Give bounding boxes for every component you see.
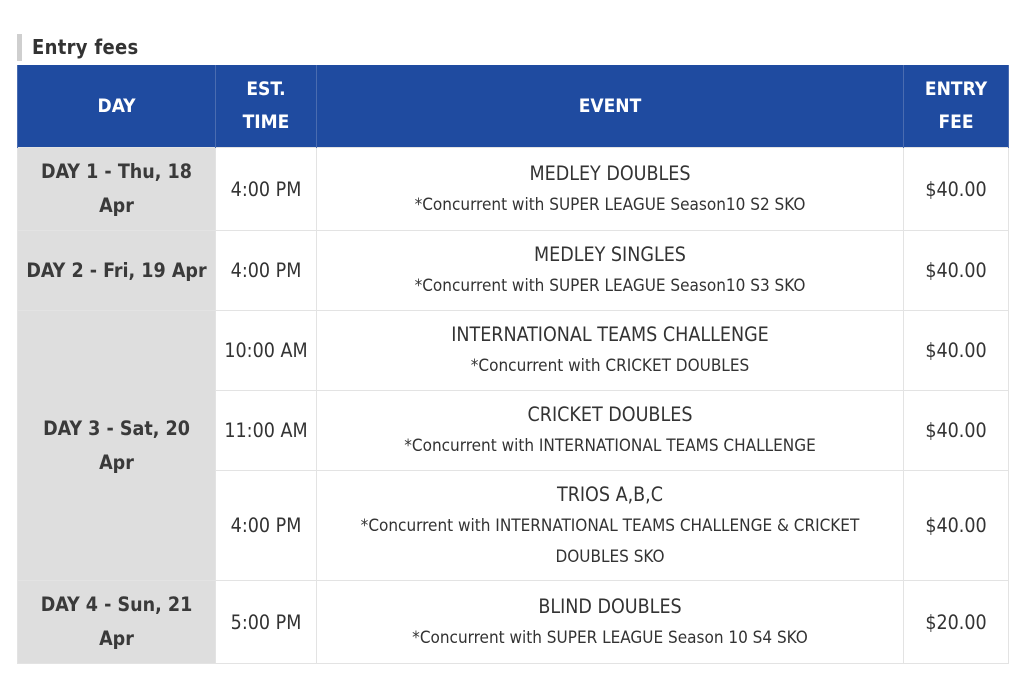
event-note: *Concurrent with SUPER LEAGUE Season10 S3 SKO [414,276,806,296]
table-header-row [18,65,1009,148]
section-heading: Entry fees [17,34,139,61]
event-name: MEDLEY SINGLES [534,243,686,266]
time-cell: 4:00 PM [216,148,317,231]
event-note: *Concurrent with SUPER LEAGUE Season 10 S4 SKO [412,627,808,648]
event-cell [317,391,904,471]
event-name: CRICKET DOUBLES [527,403,693,426]
table-row [18,311,1009,391]
fee-cell: $40.00 [904,311,1009,391]
event-cell [317,231,904,311]
fee-cell: $40.00 [904,391,1009,471]
day-cell: DAY 3 - Sat, 20 Apr [18,311,216,581]
header-entry-fee [904,65,1009,148]
event-note: *Concurrent with CRICKET DOUBLES [470,356,750,376]
fee-cell: $40.00 [904,471,1009,581]
fee-cell: $20.00 [904,581,1009,664]
table-row [18,581,1009,664]
event-name: MEDLEY DOUBLES [529,161,691,185]
fee-cell: $40.00 [904,231,1009,311]
header-entry-fee-line1: ENTRY [924,78,988,100]
header-entry-fee-line2: FEE [938,111,974,133]
event-cell [317,471,904,581]
event-note: *Concurrent with INTERNATIONAL TEAMS CHALLENGE [404,436,816,456]
day-cell: DAY 1 - Thu, 18 Apr [18,148,216,231]
event-cell [317,311,904,391]
event-name: BLIND DOUBLES [538,594,682,618]
header-est-time: EST. TIME [216,65,317,148]
table-row [18,148,1009,231]
table-row [18,231,1009,311]
time-cell: 4:00 PM [216,231,317,311]
time-cell: 10:00 AM [216,311,317,391]
header-event: EVENT [317,65,904,148]
event-cell [317,148,904,231]
time-cell: 11:00 AM [216,391,317,471]
time-cell: 5:00 PM [216,581,317,664]
time-cell: 4:00 PM [216,471,317,581]
event-name: INTERNATIONAL TEAMS CHALLENGE [451,323,769,346]
event-note: *Concurrent with SUPER LEAGUE Season10 S2 SKO [414,194,806,215]
event-name: TRIOS A,B,C [556,482,663,506]
entry-fees-table [17,65,1009,664]
day-cell: DAY 2 - Fri, 19 Apr [18,231,216,311]
header-day: DAY [18,65,216,148]
day-cell: DAY 4 - Sun, 21 Apr [18,581,216,664]
event-note: *Concurrent with INTERNATIONAL TEAMS CHALLENGE & CRICKET DOUBLES SKO [360,515,860,567]
event-cell [317,581,904,664]
fee-cell: $40.00 [904,148,1009,231]
